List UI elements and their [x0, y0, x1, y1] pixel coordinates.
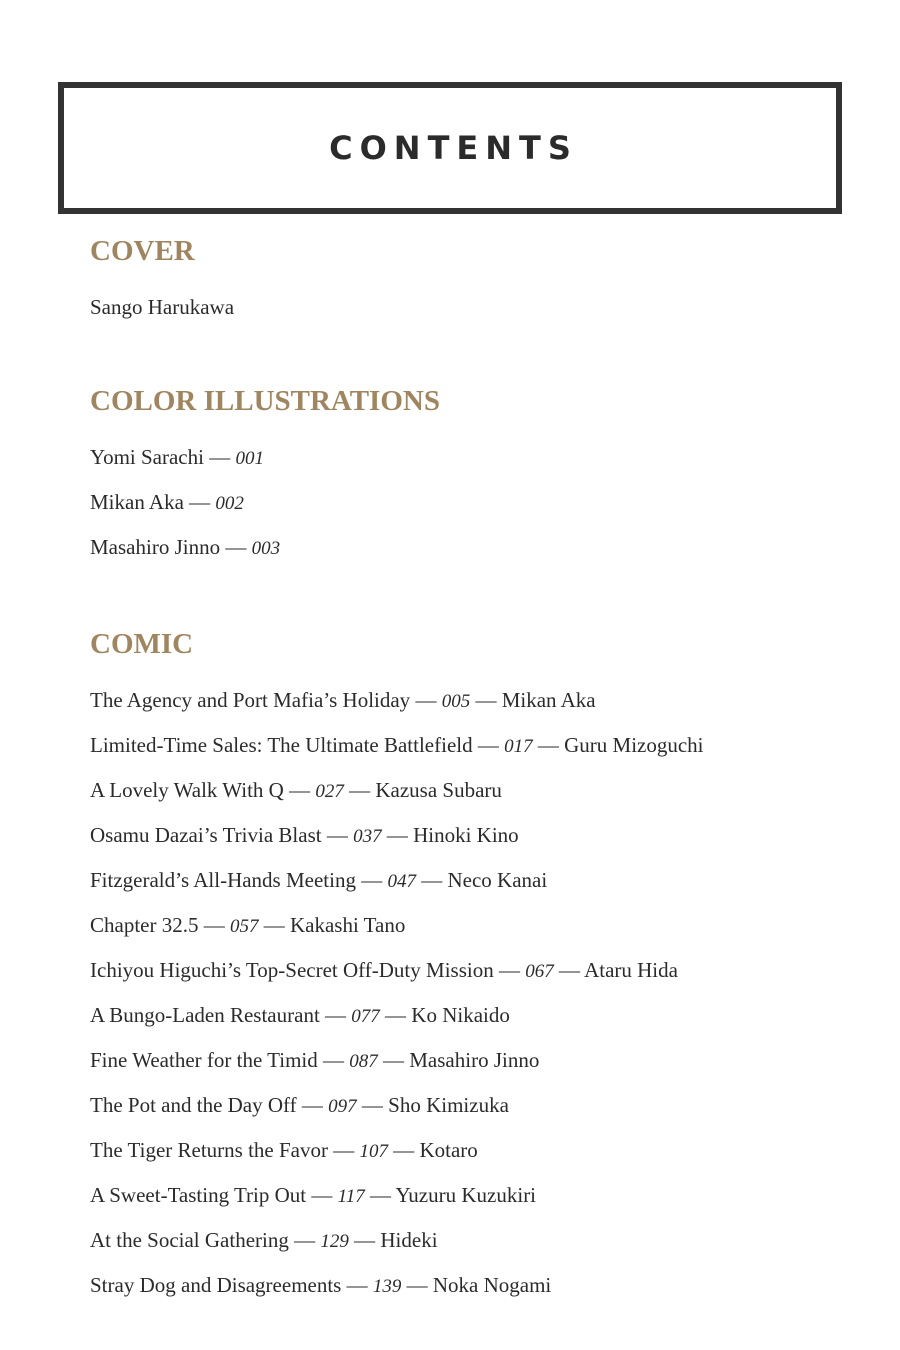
page-number: 027: [315, 781, 344, 802]
list-item: [90, 285, 870, 330]
page-number: 129: [320, 1231, 349, 1252]
page-number: 047: [387, 871, 416, 892]
list-item: The Agency and Port Mafia’s Holiday — 005 — Mikan Aka: [90, 688, 596, 712]
page-number: 003: [251, 538, 281, 559]
entry-title: A Sweet-Tasting Trip Out: [90, 1183, 307, 1207]
entry-title: A Lovely Walk With Q: [90, 778, 290, 802]
list-item: Limited-Time Sales: The Ultimate Battlefield — 017 — Guru Mizoguchi: [90, 733, 704, 757]
entry-title: Sango Harukawa: [90, 295, 235, 319]
entry-list-color-illustrations: [90, 435, 870, 570]
entry-author: Kotaro: [419, 1138, 478, 1162]
entry-title: At the Social Gathering: [90, 1228, 289, 1252]
list-item: Fine Weather for the Timid — 087 — Masahiro Jinno: [90, 1048, 540, 1072]
entry-title: Chapter 32.5: [90, 913, 199, 937]
list-item: The Tiger Returns the Favor — 107 — Kotaro: [90, 1138, 478, 1162]
list-item: Yomi Sarachi — 001: [90, 445, 264, 469]
list-item: Chapter 32.5 — 057 — Kakashi Tano: [90, 913, 406, 937]
page-number: 017: [504, 736, 533, 757]
list-item: Mikan Aka — 002: [90, 490, 244, 514]
section-cover: [90, 232, 870, 330]
list-item: A Sweet-Tasting Trip Out — 117 — Yuzuru Kuzukiri: [90, 1183, 537, 1207]
page-number: 097: [328, 1096, 357, 1117]
list-item: Fitzgerald’s All-Hands Meeting — 047 — Neco Kanai: [90, 868, 548, 892]
page-number: 139: [372, 1276, 402, 1297]
page-title: CONTENTS: [329, 129, 578, 167]
entry-author: Masahiro Jinno: [409, 1048, 540, 1072]
page-number: 077: [351, 1006, 380, 1027]
entry-title: Fine Weather for the Timid: [90, 1048, 318, 1072]
entry-author: Neco Kanai: [447, 868, 548, 892]
entry-title: Stray Dog and Disagreements: [90, 1273, 342, 1297]
entry-author: Ataru Hida: [584, 958, 678, 982]
entry-title: The Agency and Port Mafia’s Holiday: [90, 688, 411, 712]
entry-title: Mikan Aka: [90, 490, 184, 514]
entry-author: Sho Kimizuka: [388, 1093, 509, 1117]
list-item: Masahiro Jinno — 003: [90, 535, 281, 559]
entry-title: Limited-Time Sales: The Ultimate Battlefield: [90, 733, 473, 757]
entry-title: Ichiyou Higuchi’s Top-Secret Off-Duty Mission: [90, 958, 494, 982]
list-item: A Lovely Walk With Q — 027 — Kazusa Subaru: [90, 778, 502, 802]
entry-author: Kazusa Subaru: [375, 778, 502, 802]
entry-author: Noka Nogami: [432, 1273, 552, 1297]
entry-author: Kakashi Tano: [289, 913, 406, 937]
list-item: The Pot and the Day Off — 097 — Sho Kimizuka: [90, 1093, 509, 1117]
page-number: 002: [215, 493, 244, 514]
list-item: Ichiyou Higuchi’s Top-Secret Off-Duty Mission — 067 — Ataru Hida: [90, 958, 678, 982]
list-item: At the Social Gathering — 129 — Hideki: [90, 1228, 438, 1252]
list-item: Osamu Dazai’s Trivia Blast — 037 — Hinoki Kino: [90, 823, 519, 847]
entry-title: A Bungo-Laden Restaurant: [90, 1003, 320, 1027]
page-number: 087: [349, 1051, 378, 1072]
entry-list-comic: [90, 678, 870, 1308]
page-number: 117: [337, 1186, 365, 1207]
page-number: 037: [353, 826, 382, 847]
entry-list-cover: [90, 285, 870, 330]
contents-body: [90, 232, 870, 1308]
entry-author: Mikan Aka: [501, 688, 596, 712]
entry-title: Yomi Sarachi: [90, 445, 204, 469]
entry-author: Hinoki Kino: [413, 823, 519, 847]
entry-title: The Tiger Returns the Favor: [90, 1138, 328, 1162]
entry-author: Ko Nikaido: [411, 1003, 510, 1027]
contents-title-box: [58, 82, 842, 214]
section-heading-cover: COVER: [90, 235, 195, 267]
page-number: 107: [359, 1141, 388, 1162]
entry-title: Masahiro Jinno: [90, 535, 221, 559]
entry-author: Guru Mizoguchi: [564, 733, 704, 757]
page-number: 001: [235, 448, 264, 469]
list-item: A Bungo-Laden Restaurant — 077 — Ko Nikaido: [90, 1003, 510, 1027]
entry-title: Osamu Dazai’s Trivia Blast: [90, 823, 322, 847]
page-number: 067: [525, 961, 554, 982]
section-comic: [90, 625, 870, 1308]
list-item: Stray Dog and Disagreements — 139 — Noka Nogami: [90, 1273, 552, 1297]
page-number: 005: [441, 691, 471, 712]
entry-author: Hideki: [380, 1228, 438, 1252]
section-heading-comic: COMIC: [90, 628, 194, 660]
entry-author: Yuzuru Kuzukiri: [395, 1183, 537, 1207]
section-color-illustrations: [90, 382, 870, 570]
section-heading-color-illustrations: COLOR ILLUSTRATIONS: [90, 385, 440, 417]
entry-title: The Pot and the Day Off: [90, 1093, 297, 1117]
page-number: 057: [229, 916, 259, 937]
entry-title: Fitzgerald’s All-Hands Meeting: [90, 868, 362, 892]
